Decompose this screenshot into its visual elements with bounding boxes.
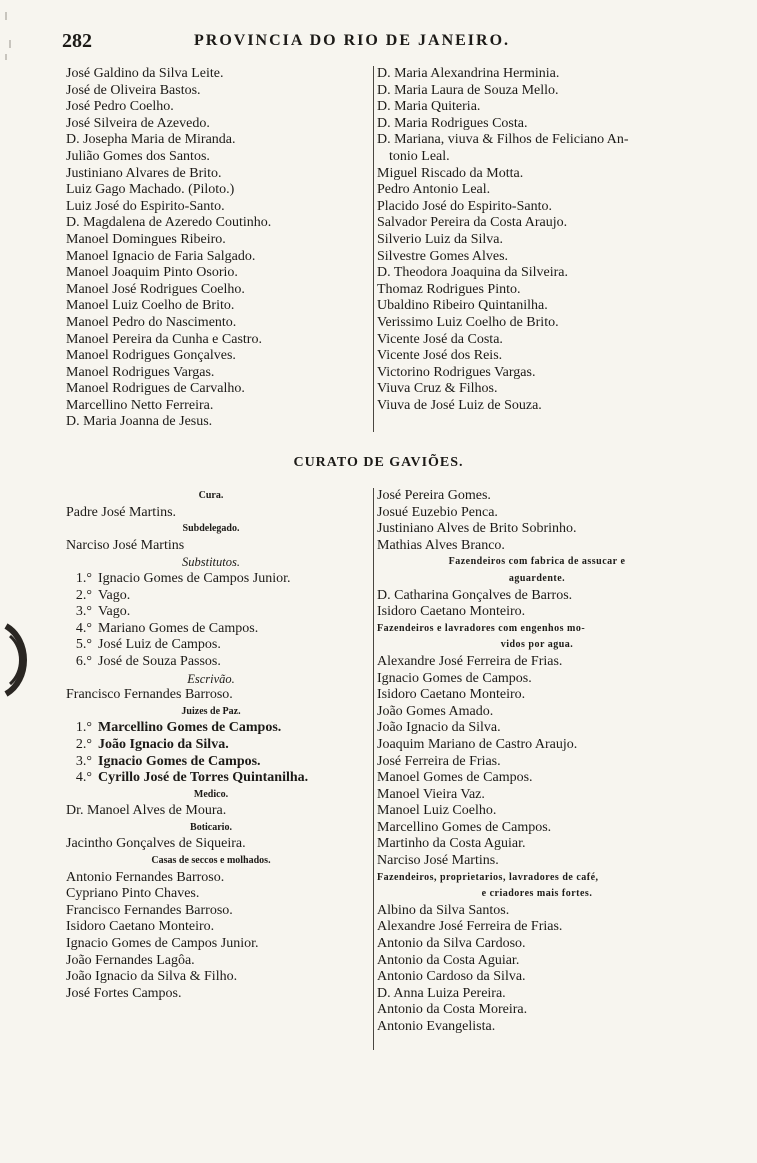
substituto-entry [66,621,356,638]
name-entry: D. Maria Rodrigues Costa. [377,115,528,131]
page-header [62,30,702,54]
name-entry: D. Maria Quiteria. [377,99,481,115]
fabrica-list [377,588,697,621]
engenhos-list [377,654,697,870]
name-entry: Placido José do Espirito-Santo. [377,198,552,214]
person-name: Ignacio Gomes de Campos. [98,753,261,769]
name-entry: Silverio Luiz da Silva. [377,231,503,247]
name-entry: João Ignacio da Silva & Filho. [66,969,238,985]
page-number: 282 [62,30,92,52]
name-entry: Manoel Rodrigues Vargas. [66,364,215,380]
fabrica-heading-cont: aguardente. [508,572,566,584]
subdelegado-heading: Subdelegado. [182,523,240,535]
juizes-list [66,720,356,786]
name-entry: D. Catharina Gonçalves de Barros. [377,587,573,603]
name-entry: José Fortes Campos. [66,985,182,1001]
top-left-column [66,66,366,431]
ordinal-number: 2.° [75,587,92,603]
name-entry: Manoel José Rodrigues Coelho. [66,281,245,297]
cura-name: Padre José Martins. [66,504,177,520]
name-entry: Antonio da Silva Cardoso. [377,936,526,952]
name-entry: Vicente José da Costa. [377,331,503,347]
name-entry: Manoel Domingues Ribeiro. [66,231,226,247]
name-entry: José Pedro Coelho. [66,99,174,115]
juiz-entry [66,770,356,787]
running-title: PROVINCIA DO RIO DE JANEIRO. [194,32,511,49]
cafe-heading-cont: e criadores mais fortes. [481,888,593,900]
name-entry: Silvestre Gomes Alves. [377,248,509,264]
ordinal-number: 3.° [75,753,92,769]
subdelegado-name: Narciso José Martins [66,537,185,553]
name-entry: Justiniano Alvares de Brito. [66,165,222,181]
name-entry: Luiz José do Espirito-Santo. [66,198,225,214]
ordinal-number: 1.° [75,570,92,586]
juizes-heading: Juizes de Paz. [181,705,241,717]
lower-left-column [66,488,356,1002]
juiz-entry [66,754,356,771]
name-entry: Joaquim Mariano de Castro Araujo. [377,736,578,752]
name-entry: Cypriano Pinto Chaves. [66,886,200,902]
person-name: Vago. [98,604,131,620]
name-entry: Marcellino Gomes de Campos. [377,819,552,835]
name-entry: Vicente José dos Reis. [377,348,503,364]
name-entry: Ignacio Gomes de Campos. [377,670,532,686]
name-entry: Isidoro Caetano Monteiro. [377,687,526,703]
name-entry: Antonio Cardoso da Silva. [377,969,526,985]
name-entry: Miguel Riscado da Motta. [377,165,524,181]
cafe-list [377,903,697,1036]
name-entry: Salvador Pereira da Costa Araujo. [377,215,568,231]
name-entry: Josué Euzebio Penca. [377,504,498,520]
name-entry: José Pereira Gomes. [377,488,491,503]
section-title: CURATO DE GAVIÕES. [293,455,464,470]
name-entry: Julião Gomes dos Santos. [66,148,210,164]
name-entry: José Ferreira de Frias. [377,753,501,769]
person-name: Marcellino Gomes de Campos. [98,720,282,736]
engenhos-heading-cont: vidos por agua. [500,639,574,651]
person-name: João Ignacio da Silva. [98,736,229,752]
name-entry: Albino da Silva Santos. [377,902,510,918]
substituto-entry [66,637,356,654]
binding-stitch-marks [0,10,20,70]
name-entry: Luiz Gago Machado. (Piloto.) [66,182,235,198]
ordinal-number: 2.° [75,736,92,752]
name-entry: Manoel Luiz Coelho. [377,803,497,819]
name-entry: João Fernandes Lagôa. [66,952,195,968]
casas-cont-list [377,488,697,554]
name-entry: D. Theodora Joaquina da Silveira. [377,265,569,281]
medico-heading: Medico. [193,788,229,800]
name-entry: Manoel Gomes de Campos. [377,770,533,786]
ordinal-number: 3.° [75,604,92,620]
name-entry: Narciso José Martins. [377,853,499,869]
juiz-entry [66,720,356,737]
name-entry: Marcellino Netto Ferreira. [66,397,214,413]
name-entry: D. Anna Luiza Pereira. [377,985,506,1001]
cafe-heading: Fazendeiros, proprietarios, lavradores de café, [377,871,599,883]
name-entry: D. Mariana, viuva & Filhos de Feliciano An- [377,132,629,148]
name-entry: Alexandre José Ferreira de Frias. [377,653,563,669]
person-name: Cyrillo José de Torres Quintanilha. [98,770,309,786]
name-entry: Alexandre José Ferreira de Frias. [377,919,563,935]
name-entry: Manoel Ignacio de Faria Salgado. [66,248,256,264]
substitutos-list [66,571,356,671]
name-entry: Isidoro Caetano Monteiro. [66,919,215,935]
name-entry: Antonio da Costa Aguiar. [377,952,520,968]
name-entry: Verissimo Luiz Coelho de Brito. [377,314,559,330]
name-entry: João Gomes Amado. [377,703,494,719]
name-entry: Manoel Vieira Vaz. [377,786,485,802]
substituto-entry [66,654,356,671]
name-entry: Martinho da Costa Aguiar. [377,836,526,852]
name-entry: Francisco Fernandes Barroso. [66,902,233,918]
name-entry: Antonio da Costa Moreira. [377,1002,528,1018]
name-entry: D. Maria Laura de Souza Mello. [377,82,559,98]
name-entry: José de Oliveira Bastos. [66,82,201,98]
name-entry: Mathias Alves Branco. [377,537,505,553]
name-entry: Ignacio Gomes de Campos Junior. [66,936,259,952]
person-name: Ignacio Gomes de Campos Junior. [98,570,291,586]
casas-heading: Casas de seccos e molhados. [151,855,271,867]
person-name: José de Souza Passos. [98,653,221,669]
ordinal-number: 6.° [75,653,92,669]
ordinal-number: 1.° [75,720,92,736]
name-entry: D. Magdalena de Azeredo Coutinho. [66,215,272,231]
escrivao-heading: Escrivão. [187,671,235,686]
juiz-entry [66,737,356,754]
name-entry: Isidoro Caetano Monteiro. [377,604,526,620]
name-entry: D. Maria Joanna de Jesus. [66,414,213,430]
name-entry: José Silveira de Azevedo. [66,115,210,131]
name-entry: Ubaldino Ribeiro Quintanilha. [377,298,548,314]
substituto-entry [66,588,356,605]
lower-right-column [373,488,697,1050]
substituto-entry [66,571,356,588]
name-entry: Antonio Fernandes Barroso. [66,869,225,885]
cura-heading: Cura. [198,490,224,501]
person-name: José Luiz de Campos. [98,637,221,653]
name-entry: Justiniano Alves de Brito Sobrinho. [377,521,577,537]
name-entry: João Ignacio da Silva. [377,720,501,736]
name-entry: D. Josepha Maria de Miranda. [66,132,236,148]
engenhos-heading: Fazendeiros e lavradores com engenhos mo- [377,622,586,634]
name-entry: D. Maria Alexandrina Herminia. [377,66,560,81]
name-entry: Manoel Joaquim Pinto Osorio. [66,265,238,281]
decorative-ornament [0,620,40,700]
casas-list [66,870,356,1003]
name-entry: Thomaz Rodrigues Pinto. [377,281,521,297]
name-entry: Viuva de José Luiz de Souza. [377,397,542,413]
substitutos-heading: Substitutos. [182,555,240,570]
person-name: Vago. [98,587,131,603]
medico-name: Dr. Manoel Alves de Moura. [66,803,227,819]
top-right-column [373,66,697,432]
name-entry: Viuva Cruz & Filhos. [377,381,498,397]
name-entry: Manoel Luiz Coelho de Brito. [66,298,235,314]
name-entry: José Galdino da Silva Leite. [66,66,224,81]
name-entry: Antonio Evangelista. [377,1019,496,1034]
name-entry: Pedro Antonio Leal. [377,182,491,198]
substituto-entry [66,604,356,621]
escrivao-name: Francisco Fernandes Barroso. [66,687,233,703]
person-name: Mariano Gomes de Campos. [98,620,259,636]
name-entry: Manoel Rodrigues de Carvalho. [66,381,245,397]
ordinal-number: 4.° [75,770,92,786]
fabrica-heading: Fazendeiros com fabrica de assucar e [448,556,626,568]
name-entry: Manoel Pedro do Nascimento. [66,314,237,330]
name-entry: tonio Leal. [389,148,450,164]
name-entry: Manoel Rodrigues Gonçalves. [66,348,236,364]
name-entry: Victorino Rodrigues Vargas. [377,364,536,380]
name-entry: Manoel Pereira da Cunha e Castro. [66,331,262,347]
boticario-heading: Boticario. [190,821,232,833]
boticario-name: Jacintho Gonçalves de Siqueira. [66,836,246,852]
ordinal-number: 4.° [75,620,92,636]
ordinal-number: 5.° [75,637,92,653]
